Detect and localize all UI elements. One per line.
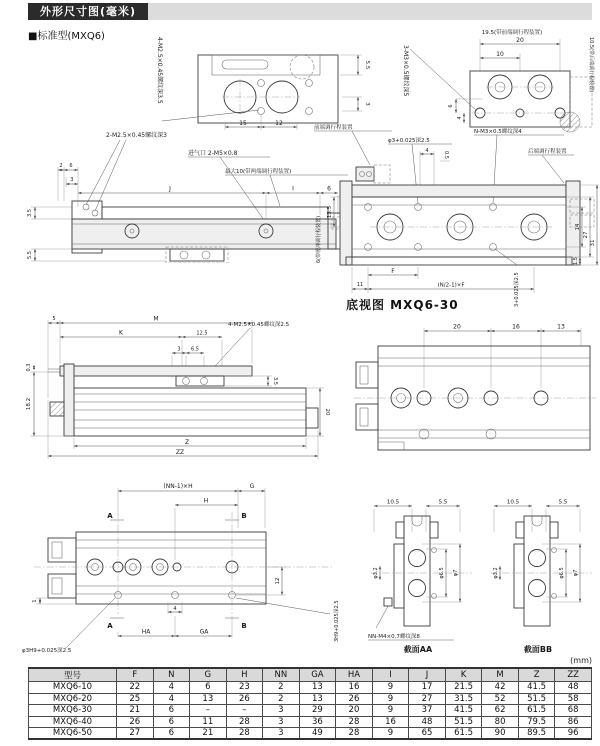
- section-marker-a2: A: [107, 622, 113, 630]
- drawing-profile-view: [20, 308, 332, 462]
- hole-label: φ3+0.025深2.5: [388, 138, 430, 144]
- dim-label: ZZ: [175, 449, 185, 456]
- value-cell: 41.5: [445, 705, 482, 717]
- note-label: 最大10(带两端调行程装置): [225, 169, 292, 175]
- model-cell: MXQ6-10: [29, 682, 117, 694]
- note-label: 10.5(带后端调行程装置): [588, 37, 594, 93]
- value-cell: 6: [153, 705, 190, 717]
- dim-label: 20: [453, 323, 461, 331]
- value-cell: 13: [299, 693, 336, 705]
- value-cell: 2: [263, 693, 300, 705]
- dim-label: 4-M2.5×0.45螺纹深3.5: [156, 37, 163, 104]
- value-cell: 26: [226, 693, 263, 705]
- col-header: G: [190, 668, 227, 682]
- dim-table-body: [29, 682, 592, 740]
- thread-label: 4-M2.5×0.45螺纹深2.5: [228, 322, 290, 328]
- dim-label: (NN-1)×H: [163, 483, 193, 490]
- value-cell: 3: [263, 728, 300, 740]
- value-cell: 26: [336, 693, 373, 705]
- dim-label: 10.5: [506, 499, 520, 506]
- value-cell: 29: [299, 705, 336, 717]
- dim-label: 5.5: [438, 499, 448, 506]
- rear-view-dims: [480, 37, 560, 71]
- note-label: 6(带缓冲调行程装置): [316, 215, 322, 263]
- value-cell: 62: [482, 705, 519, 717]
- dim-label: 4: [173, 606, 177, 612]
- dim-label: (N/2-1)×F: [437, 282, 465, 289]
- dim-label: φ3.2: [373, 567, 379, 579]
- section-bb-caption: 截面BB: [523, 645, 553, 654]
- value-cell: –: [190, 705, 227, 717]
- value-cell: 41.5: [518, 682, 555, 694]
- model-cell: MXQ6-30: [29, 705, 117, 717]
- dim-label: φ7: [573, 569, 579, 577]
- col-header: HA: [336, 668, 373, 682]
- dim-label: 13.5: [327, 205, 333, 219]
- value-cell: 49: [299, 728, 336, 740]
- value-cell: 21: [117, 705, 154, 717]
- drawing-side-view: [312, 115, 600, 311]
- value-cell: 31.5: [445, 693, 482, 705]
- value-cell: 3: [263, 705, 300, 717]
- value-cell: 90: [482, 728, 519, 740]
- dim-label: 6: [448, 104, 454, 108]
- dim-label: 3: [70, 177, 74, 183]
- front-view-body: [198, 55, 338, 123]
- value-cell: 48: [555, 682, 592, 694]
- dim-label: 15: [239, 120, 247, 127]
- dim-label: 3: [364, 102, 370, 106]
- dim-label: H: [203, 497, 209, 505]
- value-cell: 6: [153, 728, 190, 740]
- value-cell: 51.5: [445, 716, 482, 728]
- bottom-view-dims: [424, 324, 581, 389]
- value-cell: 28: [336, 728, 373, 740]
- drawing-top-view: [20, 127, 354, 263]
- value-cell: 28: [226, 716, 263, 728]
- section-marker-b: B: [241, 512, 247, 520]
- note-label: 19.5(带前端调行程装置): [481, 30, 543, 36]
- dim-label: φ6.5: [559, 567, 565, 579]
- dim-label: 20: [516, 37, 524, 44]
- col-header: I: [372, 668, 409, 682]
- dim-label: 11: [356, 282, 364, 288]
- drawing-mount-view: [20, 464, 344, 660]
- profile-view-body: [48, 364, 318, 436]
- drawing-bottom-view: [346, 312, 600, 462]
- model-subtitle: ■标准型(MXQ6): [28, 31, 105, 42]
- table-row: [29, 716, 592, 728]
- col-header-model: 型号: [29, 668, 117, 682]
- value-cell: 51.5: [518, 693, 555, 705]
- value-cell: 17: [409, 682, 446, 694]
- dim-label: Z: [184, 439, 190, 446]
- dim-label: F: [391, 268, 395, 275]
- value-cell: 36: [299, 716, 336, 728]
- dim-label: 3-M3×0.5螺纹深5: [402, 45, 409, 97]
- dim-label: 31: [590, 239, 596, 247]
- dim-label: 12.5: [196, 330, 208, 337]
- value-cell: 27: [409, 693, 446, 705]
- profile-view-dims: [48, 316, 290, 399]
- value-cell: 22: [117, 682, 154, 694]
- value-cell: 61.5: [518, 705, 555, 717]
- value-cell: 37: [409, 705, 446, 717]
- dim-label: 10: [496, 51, 504, 58]
- hole-label: φ3H9+0.025深2.5: [22, 648, 72, 654]
- dim-label: 3.5: [27, 209, 33, 217]
- dimension-table: [28, 667, 592, 740]
- dim-label: M: [153, 315, 159, 323]
- value-cell: 21.5: [445, 682, 482, 694]
- value-cell: 65: [409, 728, 446, 740]
- col-header: GA: [299, 668, 336, 682]
- value-cell: 9: [372, 682, 409, 694]
- dim-label: 16: [512, 323, 520, 331]
- section-marker-b2: B: [241, 622, 247, 630]
- dim-label: 14: [575, 223, 581, 231]
- dim-label: 13: [557, 323, 565, 331]
- dim-label: HA: [141, 628, 151, 636]
- table-header-row: [29, 668, 592, 682]
- mount-view-dims2: [22, 567, 340, 654]
- bottom-view-body: [354, 346, 596, 450]
- value-cell: –: [226, 705, 263, 717]
- section-marker-a: A: [107, 512, 113, 520]
- top-view-annotations: [86, 131, 348, 223]
- dim-label: 5.5: [558, 499, 568, 506]
- value-cell: 4: [153, 682, 190, 694]
- dim-label: 12: [275, 120, 283, 127]
- value-cell: 11: [190, 716, 227, 728]
- table-row: [29, 705, 592, 717]
- dim-label: J: [169, 185, 171, 193]
- value-cell: 25: [117, 693, 154, 705]
- mount-view-dims: [107, 483, 265, 614]
- value-cell: 9: [372, 693, 409, 705]
- value-cell: 42: [482, 682, 519, 694]
- bottom-view-title: 底视图 MXQ6-30: [346, 298, 459, 312]
- side-view-body: [340, 165, 594, 265]
- col-header: M: [482, 668, 519, 682]
- value-cell: 4: [153, 693, 190, 705]
- model-cell: MXQ6-50: [29, 728, 117, 740]
- value-cell: 48: [409, 716, 446, 728]
- hole-label-right: 3H9+0.025深2.5: [334, 600, 340, 642]
- col-header: K: [445, 668, 482, 682]
- dim-label: 4: [457, 116, 463, 120]
- value-cell: 61.5: [445, 728, 482, 740]
- value-cell: 6: [153, 716, 190, 728]
- table-row: [29, 682, 592, 694]
- dim-label: 5.5: [27, 251, 33, 259]
- section-aa: [368, 500, 472, 655]
- table-row: [29, 693, 592, 705]
- col-header: F: [117, 668, 154, 682]
- value-cell: 2: [263, 682, 300, 694]
- dim-label: 6: [69, 163, 73, 169]
- value-cell: 16: [372, 716, 409, 728]
- dim-label: 3.5: [272, 377, 278, 385]
- dim-label: 2: [59, 163, 63, 169]
- table-row: [29, 728, 592, 740]
- dim-label: 27: [583, 231, 589, 239]
- dim-label: 0.5: [443, 151, 449, 159]
- dim-label: 10.5: [386, 499, 400, 506]
- top-view-body: [72, 201, 346, 263]
- value-cell: 9: [372, 705, 409, 717]
- model-cell: MXQ6-40: [29, 716, 117, 728]
- value-cell: 96: [555, 728, 592, 740]
- value-cell: 28: [336, 716, 373, 728]
- section-aa-caption: 截面AA: [403, 645, 433, 654]
- value-cell: 13: [299, 682, 336, 694]
- unit-note: (mm): [570, 656, 592, 665]
- dim-label: 6: [327, 185, 331, 193]
- col-header: ZZ: [555, 668, 592, 682]
- dim-label: 1: [32, 599, 38, 603]
- value-cell: 52: [482, 693, 519, 705]
- dim-label: 3: [177, 346, 181, 353]
- value-cell: 28: [226, 728, 263, 740]
- dim-label: 5: [52, 316, 56, 322]
- dim-label: 5.5: [364, 60, 370, 70]
- dim-label: 1.5: [573, 257, 579, 265]
- dim-label: K: [119, 329, 123, 337]
- col-header: H: [226, 668, 263, 682]
- value-cell: 3: [263, 716, 300, 728]
- col-header: J: [409, 668, 446, 682]
- thread-label: NN-M4×0.7螺纹深8: [368, 634, 420, 640]
- dim-label: φ6.5: [439, 567, 445, 579]
- adjuster-front-label: 前端调行程装置: [314, 125, 353, 131]
- dim-label: 18.2: [26, 397, 32, 411]
- dim-label: φ3.2: [493, 567, 499, 579]
- value-cell: 26: [117, 716, 154, 728]
- col-header: N: [153, 668, 190, 682]
- page-header: [28, 3, 592, 20]
- thread-label: 2-M2.5×0.45螺纹深3: [106, 132, 167, 139]
- mount-view-body: [34, 532, 332, 604]
- dim-label: I: [292, 185, 294, 193]
- dim-label: 0.3: [26, 363, 32, 372]
- value-cell: 89.5: [518, 728, 555, 740]
- value-cell: 21: [190, 728, 227, 740]
- model-cell: MXQ6-20: [29, 693, 117, 705]
- drawing-sections: [366, 492, 600, 654]
- value-cell: 68: [555, 705, 592, 717]
- value-cell: 13: [190, 693, 227, 705]
- dim-label: G: [249, 483, 255, 490]
- dim-label: φ7: [453, 569, 459, 577]
- value-cell: 23: [226, 682, 263, 694]
- value-cell: 9: [372, 728, 409, 740]
- dim-label: 4: [425, 148, 429, 154]
- value-cell: 86: [555, 716, 592, 728]
- dim-label: 20: [324, 408, 330, 416]
- hole-label: 3+0.025深2.5: [514, 272, 520, 307]
- adjuster-rear-label: 后端调行程装置: [528, 149, 567, 155]
- value-cell: 27: [117, 728, 154, 740]
- dim-label: GA: [199, 628, 209, 636]
- value-cell: 58: [555, 693, 592, 705]
- value-cell: 80: [482, 716, 519, 728]
- dim-label: 12: [275, 577, 281, 585]
- dim-label: 6.5: [191, 346, 199, 353]
- value-cell: 20: [336, 705, 373, 717]
- value-cell: 79.5: [518, 716, 555, 728]
- side-view-dims: [352, 185, 599, 307]
- section-bb: [490, 500, 592, 655]
- col-header: Z: [518, 668, 555, 682]
- port-label: 进气口 2-M5×0.8: [188, 150, 238, 157]
- page-title: 外形尺寸图(毫米): [28, 3, 148, 20]
- col-header: NN: [263, 668, 300, 682]
- rear-view-annotations: [402, 37, 595, 123]
- value-cell: 6: [190, 682, 227, 694]
- thread-label: N-M3×0.5螺纹深4: [474, 129, 522, 135]
- value-cell: 16: [336, 682, 373, 694]
